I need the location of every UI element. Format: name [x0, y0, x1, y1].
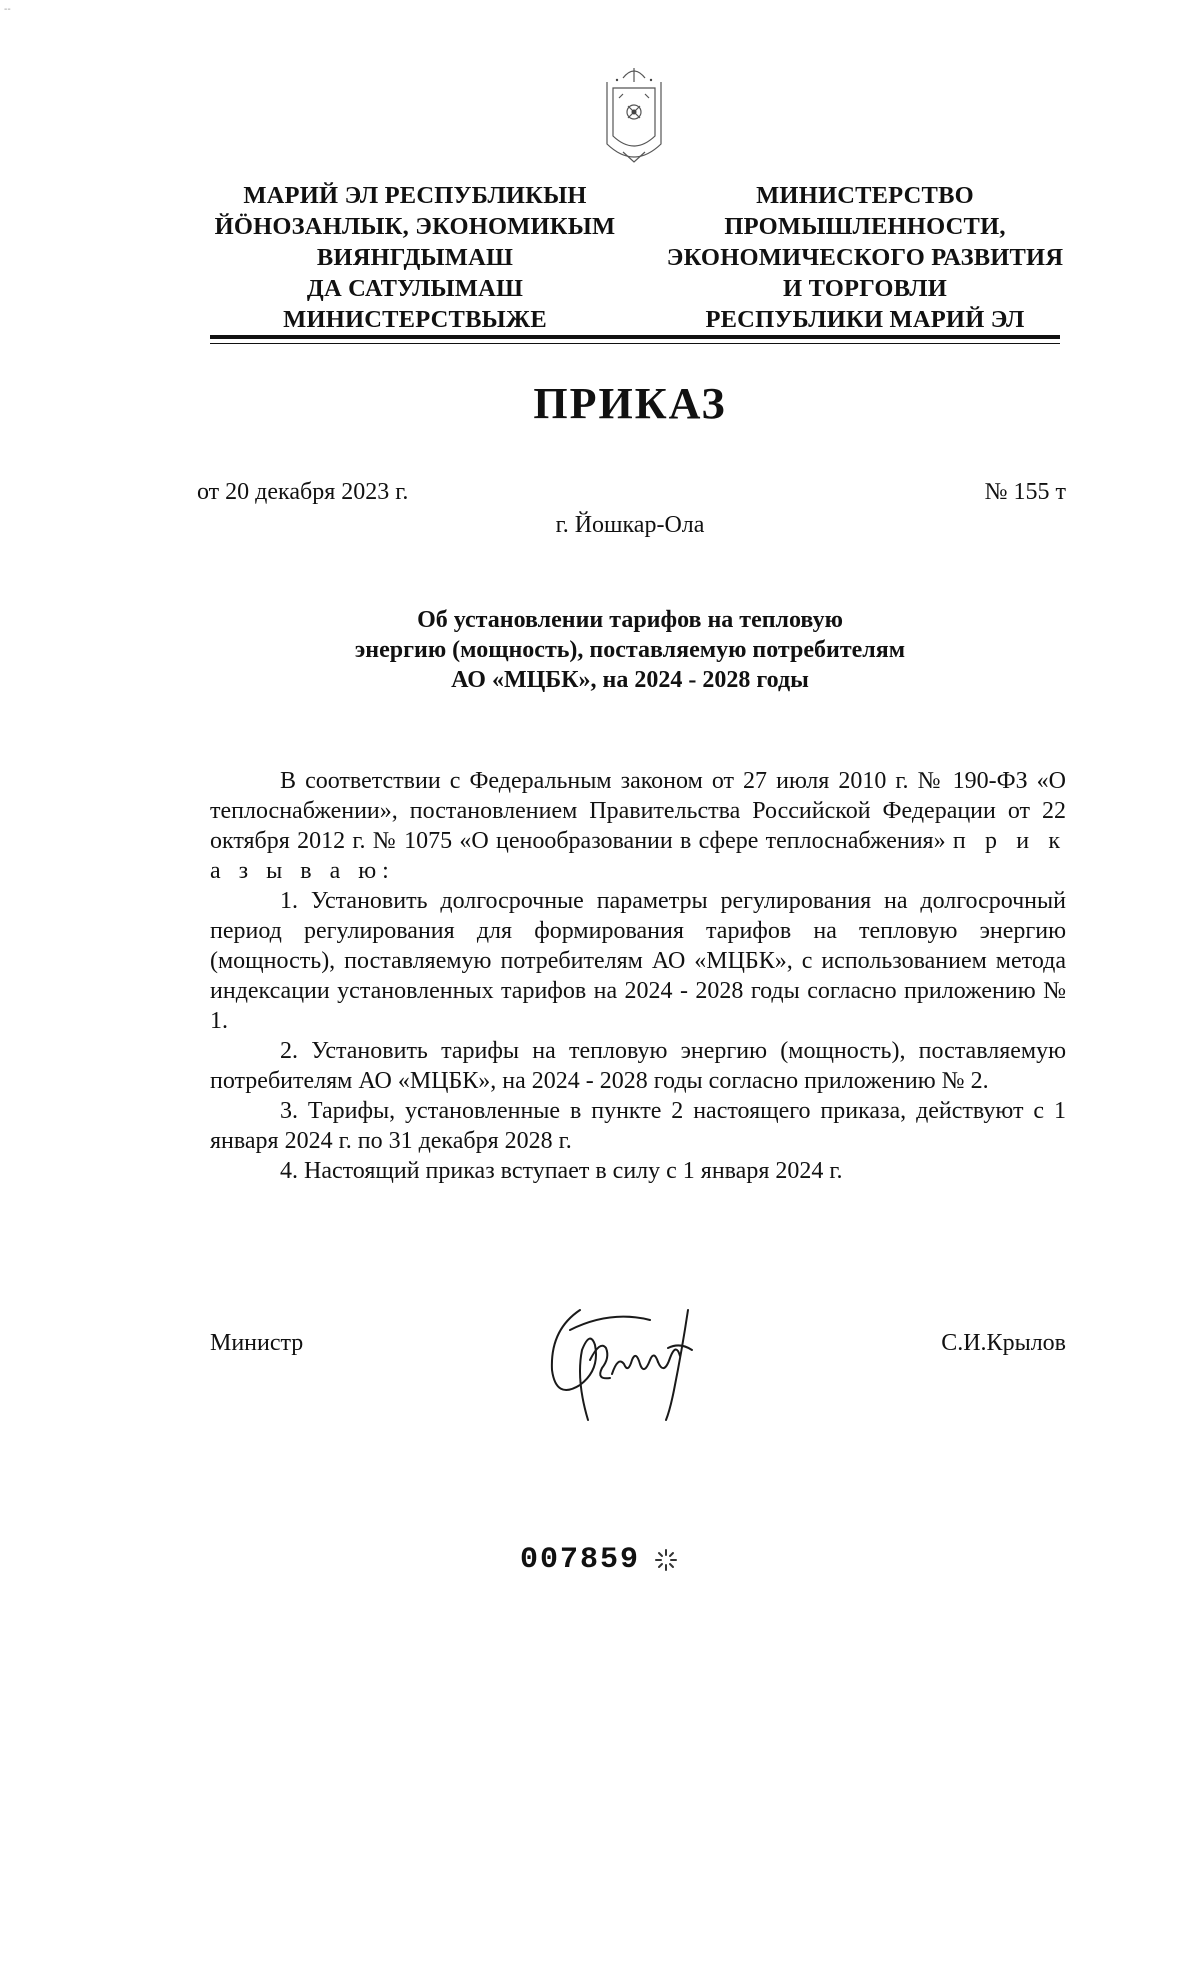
- preamble-text: В соответствии с Федеральным законом от 27 июля 2010 г. № 190-ФЗ «О теплоснабжении», постановлением Правительства Российской Федерации от 22 октября 2012 г. № 1075 «О ценообразовании в сфере теплоснабжения»: [210, 768, 1066, 854]
- document-date: от 20 декабря 2023 г.: [197, 479, 409, 505]
- order-word: п р и к а з ы в а ю:: [210, 828, 1066, 884]
- letterhead-russian-line: МИНИСТЕРСТВО: [756, 182, 974, 209]
- header-divider-thick: [210, 335, 1060, 339]
- order-item-3: 3. Тарифы, установленные в пункте 2 настоящего приказа, действуют с 1 января 2024 г. по 31 декабря 2028 г.: [210, 1098, 1066, 1154]
- letterhead-mari-column: [200, 180, 630, 335]
- serial-asterisk-icon: [652, 1546, 680, 1574]
- subject-line: АО «МЦБК», на 2024 - 2028 годы: [451, 667, 809, 693]
- header-divider-thin: [210, 343, 1060, 344]
- order-item-1: 1. Установить долгосрочные параметры регулирования на долгосрочный период регулирования для формирования тарифов на тепловую энергию (мощность), поставляемую потребителям АО «МЦБК», с использованием метода индексации установленных тарифов на 2024 - 2028 годы согласно приложению № 1.: [210, 888, 1066, 1034]
- document-subject: [0, 605, 1200, 695]
- letterhead: [0, 180, 1200, 333]
- preamble-paragraph: [210, 766, 1066, 886]
- letterhead-mari-line: ДА САТУЛЫМАШ: [306, 275, 524, 302]
- document-number: № 155 т: [984, 479, 1066, 505]
- document-type-title: ПРИКАЗ: [533, 379, 727, 428]
- signer-title: Министр: [210, 1330, 304, 1356]
- subject-line: энергию (мощность), поставляемую потребителям: [354, 637, 906, 663]
- document-city: г. Йошкар-Ола: [555, 512, 705, 538]
- corner-mark: --: [4, 4, 11, 15]
- letterhead-mari-line: МАРИЙ ЭЛ РЕСПУБЛИКЫН: [243, 182, 587, 209]
- letterhead-russian-line: ЭКОНОМИЧЕСКОГО РАЗВИТИЯ: [666, 244, 1064, 271]
- letterhead-mari-line: МИНИСТЕРСТВЫЖЕ: [283, 306, 547, 333]
- order-item-2: 2. Установить тарифы на тепловую энергию (мощность), поставляемую потребителям АО «МЦБК», на 2024 - 2028 годы согласно приложению № 2.: [210, 1038, 1066, 1094]
- subject-line: Об установлении тарифов на тепловую: [417, 607, 843, 633]
- signer-name: С.И.Крылов: [941, 1330, 1066, 1356]
- document-body: [210, 766, 1066, 1186]
- signature-block: [210, 1330, 1066, 1390]
- letterhead-mari-line: ЙӦНОЗАНЛЫК, ЭКОНОМИКЫМ: [214, 213, 616, 240]
- letterhead-mari-line: ВИЯНГДЫМАШ: [316, 244, 514, 271]
- letterhead-russian-column: [655, 180, 1075, 335]
- form-serial-number: 007859: [520, 1543, 641, 1577]
- letterhead-russian-line: РЕСПУБЛИКИ МАРИЙ ЭЛ: [705, 306, 1025, 333]
- letterhead-russian-line: ПРОМЫШЛЕННОСТИ,: [724, 213, 1006, 240]
- order-item-4: 4. Настоящий приказ вступает в силу с 1 января 2024 г.: [280, 1158, 843, 1184]
- letterhead-russian-line: И ТОРГОВЛИ: [783, 275, 947, 302]
- coat-of-arms-emblem: [593, 58, 675, 178]
